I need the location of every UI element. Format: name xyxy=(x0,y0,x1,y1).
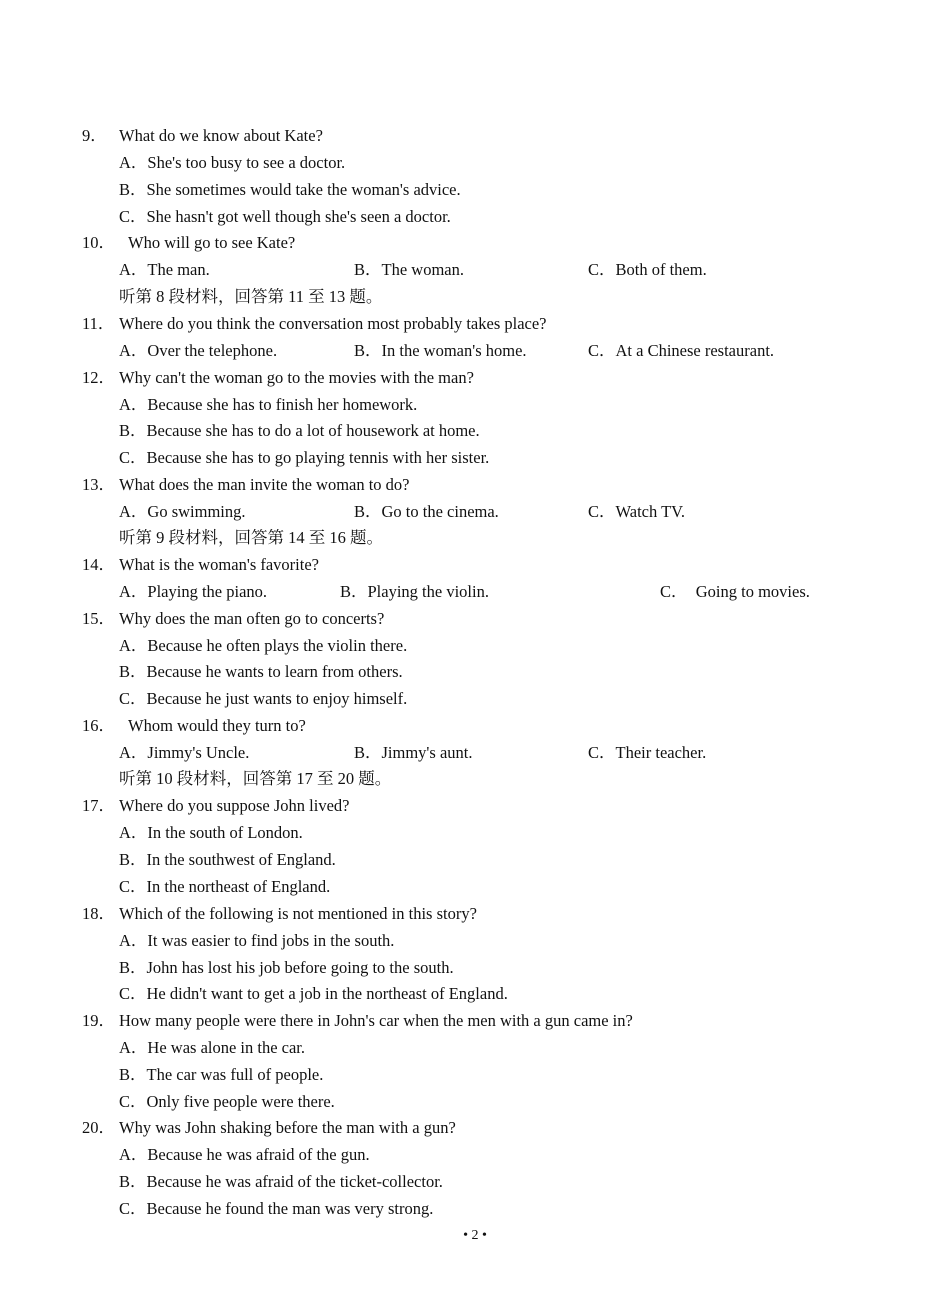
question-number: 18． xyxy=(82,904,115,923)
question-number: 17． xyxy=(82,796,115,815)
option-b: B．She sometimes would take the woman's advice. xyxy=(119,180,461,199)
section-instruction-9: 听第 9 段材料，回答第 14 至 16 题。 xyxy=(119,528,383,547)
option-c: C．In the northeast of England. xyxy=(119,877,331,896)
section-instruction-10: 听第 10 段材料，回答第 17 至 20 题。 xyxy=(119,769,392,788)
option-a: A．Over the telephone. xyxy=(119,341,278,360)
page-number: • 2 • xyxy=(463,1228,487,1243)
option-a: A．Because she has to finish her homework. xyxy=(119,395,418,414)
question-number: 9． xyxy=(82,126,107,145)
option-b: B．John has lost his job before going to the south. xyxy=(119,958,454,977)
question-text: How many people were there in John's car when the men with a gun came in? xyxy=(119,1011,633,1030)
option-b: B．The car was full of people. xyxy=(119,1065,324,1084)
option-c: C．Both of them. xyxy=(588,260,707,279)
option-c: C．Watch TV. xyxy=(588,502,686,521)
option-a: A．Playing the piano. xyxy=(119,582,268,601)
question-number: 20． xyxy=(82,1118,115,1137)
question-text: Why was John shaking before the man with a gun? xyxy=(119,1118,456,1137)
option-a: A．It was easier to find jobs in the south. xyxy=(119,931,395,950)
option-c: C．Their teacher. xyxy=(588,743,707,762)
option-b: B．In the southwest of England. xyxy=(119,850,336,869)
question-number: 16． xyxy=(82,716,115,735)
option-a: A．She's too busy to see a doctor. xyxy=(119,153,346,172)
question-text: Why does the man often go to concerts? xyxy=(119,609,385,628)
option-c: C． Going to movies. xyxy=(660,582,810,601)
question-number: 12． xyxy=(82,368,115,387)
option-a: A．Because he was afraid of the gun. xyxy=(119,1145,370,1164)
option-a: A．Jimmy's Uncle. xyxy=(119,743,250,762)
option-a: A．In the south of London. xyxy=(119,823,303,842)
question-text: What do we know about Kate? xyxy=(119,126,323,145)
question-number: 19． xyxy=(82,1011,115,1030)
question-text: Where do you suppose John lived? xyxy=(119,796,350,815)
option-b: B．Because he was afraid of the ticket-collector. xyxy=(119,1172,443,1191)
question-number: 15． xyxy=(82,609,115,628)
question-text: Which of the following is not mentioned in this story? xyxy=(119,904,477,923)
question-text: Who will go to see Kate? xyxy=(128,233,296,252)
question-number: 10． xyxy=(82,233,115,252)
option-b: B．The woman. xyxy=(354,260,464,279)
option-b: B．Jimmy's aunt. xyxy=(354,743,473,762)
question-text: Where do you think the conversation most probably takes place? xyxy=(119,314,547,333)
question-text: What is the woman's favorite? xyxy=(119,555,319,574)
option-b: B．Playing the violin. xyxy=(340,582,489,601)
question-text: Whom would they turn to? xyxy=(128,716,306,735)
question-number: 11． xyxy=(82,314,115,333)
option-c: C．At a Chinese restaurant. xyxy=(588,341,775,360)
option-c: C．Because she has to go playing tennis with her sister. xyxy=(119,448,490,467)
option-a: A．Because he often plays the violin there. xyxy=(119,636,408,655)
option-c: C．She hasn't got well though she's seen a doctor. xyxy=(119,207,451,226)
question-text: What does the man invite the woman to do? xyxy=(119,475,410,494)
option-b: B．Go to the cinema. xyxy=(354,502,499,521)
option-b: B．In the woman's home. xyxy=(354,341,527,360)
option-b: B．Because he wants to learn from others. xyxy=(119,662,403,681)
option-c: C．He didn't want to get a job in the northeast of England. xyxy=(119,984,508,1003)
option-c: C．Because he just wants to enjoy himself. xyxy=(119,689,408,708)
option-a: A．Go swimming. xyxy=(119,502,246,521)
option-c: C．Because he found the man was very strong. xyxy=(119,1199,434,1218)
section-instruction-8: 听第 8 段材料，回答第 11 至 13 题。 xyxy=(119,287,383,306)
question-text: Why can't the woman go to the movies with the man? xyxy=(119,368,474,387)
option-c: C．Only five people were there. xyxy=(119,1092,335,1111)
question-number: 14． xyxy=(82,555,115,574)
question-number: 13． xyxy=(82,475,115,494)
option-a: A．He was alone in the car. xyxy=(119,1038,306,1057)
option-b: B．Because she has to do a lot of housework at home. xyxy=(119,421,480,440)
option-a: A．The man. xyxy=(119,260,210,279)
